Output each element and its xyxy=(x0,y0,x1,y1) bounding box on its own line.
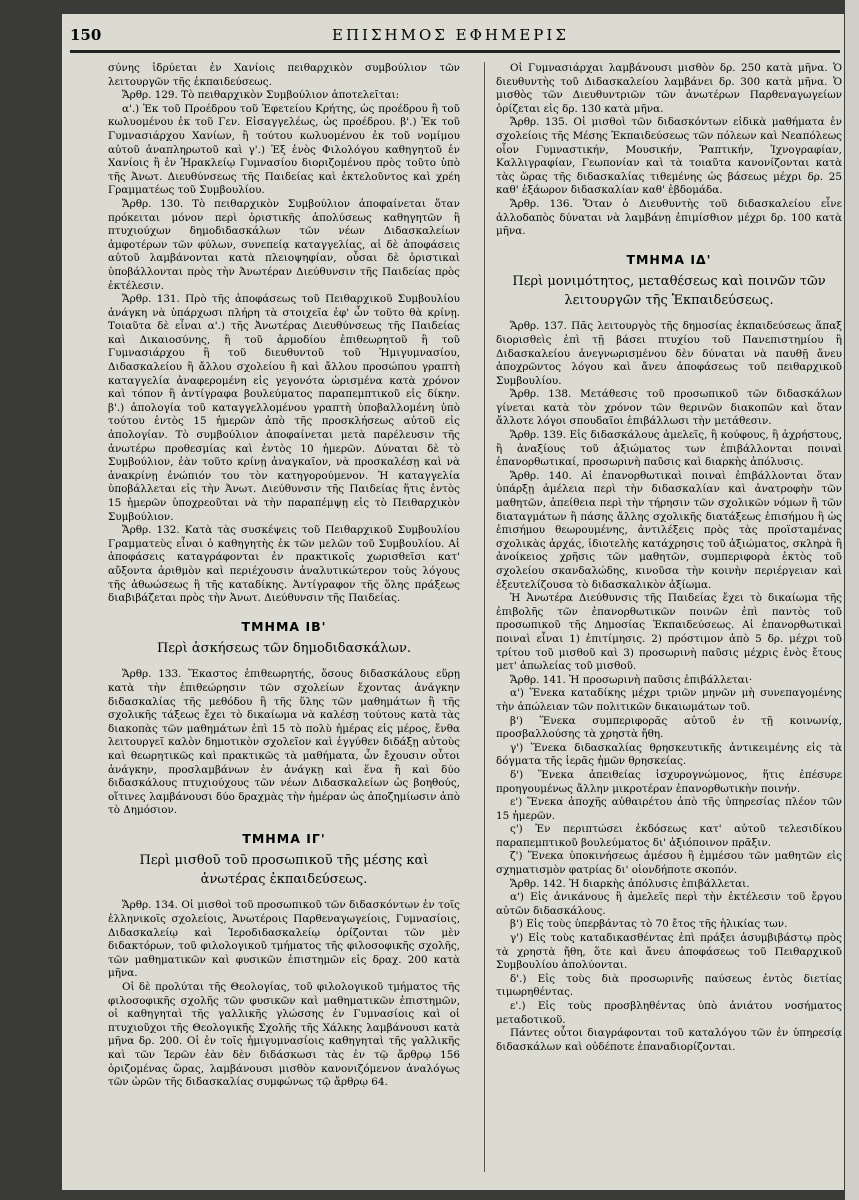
page-edge xyxy=(845,0,859,1200)
paragraph: α'.) Ἐκ τοῦ Προέδρου τοῦ Ἐφετείου Κρήτης, ὡς προέδρου ἢ τοῦ κωλυομένου ἐκ τοῦ Γεν. Εἰσαγγελέως, ὡς προέδρου. β'.) Ἐκ τοῦ Γυμνασιάρχου Χανίων, ἢ τούτου κωλυομένου ἐκ τοῦ νομίμου αὐτοῦ ἀναπληρωτοῦ καὶ γ'.) Ἐξ ἑνὸς Φιλολόγου καθηγητοῦ ἐν Χανίοις ἢ ἐν Ἡρακλείῳ Γυμνασίου διοριζομένου πρὸς τοῦτο ὑπὸ τῆς Ἀνωτ. Διευθύνσεως τῆς Παιδείας καὶ ἐκτελοῦντος καὶ χρέη Γραμματέως τοῦ Συμβουλίου. xyxy=(108,102,460,197)
paragraph: ε'.) Εἰς τοὺς προσβληθέντας ὑπὸ ἀνιάτου νοσήματος μεταδοτικοῦ. xyxy=(496,1000,842,1026)
paragraph: ζ') Ἕνεκα ὑποκινήσεως ἀμέσου ἢ ἐμμέσου τῶν μαθητῶν εἰς σχηματισμὸν φατρίας δι' οἱονδήποτε σκοπόν. xyxy=(496,850,842,877)
paragraph: α') Εἰς ἀνικάνους ἢ ἀμελεῖς περὶ τὴν ἐκτέλεσιν τοῦ ἔργου αὐτῶν διδασκάλους. xyxy=(496,891,842,917)
page-header xyxy=(70,22,840,52)
paragraph: Ἄρθρ. 132. Κατὰ τὰς συσκέψεις τοῦ Πειθαρχικοῦ Συμβουλίου Γραμματεὺς εἶναι ὁ καθηγητὴς ἐκ τῶν μελῶν τοῦ Συμβουλίου. Αἱ ἀποφάσεις καταγράφονται ἐν πρακτικοῖς χωρισθεῖσι κατ' αὔξοντα ἀριθμὸν καὶ περιέχουσιν ἀναλυτικώτερον τοὺς λόγους τῆς ἀθωώσεως ἢ τῆς καταδίκης. Ἀντίγραφον τῆς ὅλης πράξεως διαβιβάζεται πρὸς τὴν Ἀνωτ. Διεύθυνσιν τῆς Παιδείας. xyxy=(108,524,460,605)
paragraph: γ') Ἕνεκα διδασκαλίας θρησκευτικῆς ἀντικειμένης εἰς τὰ δόγματα τῆς ἱερᾶς ἡμῶν θρησκείας. xyxy=(496,741,842,768)
paragraph: ε') Ἕνεκα ἀποχῆς αὐθαιρέτου ἀπὸ τῆς ὑπηρεσίας πλέον τῶν 15 ἡμερῶν. xyxy=(496,796,842,822)
section-heading: ΤΜΗΜΑ ΙΒ' xyxy=(241,618,327,634)
section-heading: ΤΜΗΜΑ ΙΓ' xyxy=(242,830,326,846)
paragraph: γ') Εἰς τοὺς καταδικασθέντας ἐπὶ πράξει ἀσυμβιβάστῳ πρὸς τὰ χρηστὰ ἤθη, ὅτε καὶ ἄνευ ἀποφάσεως τοῦ Πειθαρχικοῦ Συμβουλίου ἀπολύονται. xyxy=(496,932,842,972)
newspaper-title: ΕΠΙΣΗΜΟΣ ΕΦΗΜΕΡΙΣ xyxy=(332,26,569,44)
paragraph: δ') Ἕνεκα ἀπειθείας ἰσχυρογνώμονος, ἥτις ἐπέσυρε προηγουμένως ἄλλην μικροτέραν ἐπανορθωτικὴν ποινήν. xyxy=(496,768,842,795)
section-subtitle: Περὶ ἀσκήσεως τῶν δημοδιδασκάλων. xyxy=(156,641,412,657)
right-column xyxy=(496,62,842,1182)
paragraph: Ἄρθρ. 131. Πρὸ τῆς ἀποφάσεως τοῦ Πειθαρχικοῦ Συμβουλίου ἀνάγκη νὰ ὑπάρχωσι πλήρη τὰ στοιχεῖα ἐφ' ὧν τοῦτο θὰ κρίνῃ. Τοιαῦτα δὲ εἶναι α'.) τῆς Ἀνωτέρας Διευθύνσεως τῆς Παιδείας καὶ Δικαιοσύνης, ἢ τοῦ ἁρμοδίου ἐπιθεωρητοῦ ἢ τοῦ Γυμνασιάρχου ἢ τοῦ διευθυντοῦ τοῦ Ἡμιγυμνασίου, Διδασκαλείου ἢ ἄλλου σχολείου ἢ καὶ ἄλλου προσώπου γραπτὴ καταγγελία ἀναφερομένη εἰς γεγονότα ὡρισμένα κατὰ χρόνον καὶ τόπον ἢ ἀντίγραφα βουλεύματος παραπεμπτικοῦ εἰς δίκην. β'.) ἀπολογία τοῦ καταγγελλομένου γραπτὴ ὑποβαλλομένη ὑπὸ τούτου ἐντὸς 15 ἡμερῶν ἀπὸ τῆς προσκλήσεως αὐτοῦ εἰς ἀπολογίαν. Τὸ συμβούλιον ἀποφαίνεται μετὰ παρέλευσιν τῆς ἀνωτέρω προθεσμίας καὶ ἐντὸς 10 ἡμερῶν. Δύναται δὲ τὸ Συμβούλιον, ἐὰν τοῦτο κρίνῃ ἀναγκαῖον, νὰ προσκαλέσῃ καὶ νὰ ἀνακρίνῃ ἐνώπιόν του τὸν κατηγορούμενον. Ἡ καταγγελία ὑποβάλλεται εἰς τὴν Ἀνωτ. Διεύθυνσιν τῆς Παιδείας ἥτις ἐντὸς 15 ἡμερῶν ὑποχρεοῦται νὰ τὴν παραπέμψῃ εἰς τὸ Πειθαρχικὸν Συμβούλιον. xyxy=(108,293,460,523)
section-subtitle: Περὶ μισθοῦ τοῦ προσωπικοῦ τῆς μέσης καὶ ἀνωτέρας ἐκπαιδεύσεως. xyxy=(139,853,429,888)
header-rule xyxy=(70,50,840,53)
paragraph: Ἄρθρ. 136. Ὅταν ὁ Διευθυντὴς τοῦ διδασκαλείου εἶνε ἀλλοδαπὸς δύναται νὰ λαμβάνῃ ἐπιμίσθιον μέχρι δρ. 100 κατὰ μῆνα. xyxy=(496,197,842,238)
paragraph: Ἄρθρ. 139. Εἰς διδασκάλους ἀμελεῖς, ἢ κούφους, ἢ ἀχρήστους, ἢ ἀναξίους τοῦ ἀξιώματος των ἐπιβάλλονται ποιναὶ ἐπανορθωτικαί, προσωρινὴ παῦσις καὶ διαρκὴς ἀπόλυσις. xyxy=(496,429,842,469)
paragraph: ς') Ἐν περιπτώσει ἐκδόσεως κατ' αὐτοῦ τελεσιδίκου παραπεμπτικοῦ βουλεύματος δι' ἀξιόποινον πρᾶξιν. xyxy=(496,823,842,849)
paragraph: Ἄρθρ. 135. Οἱ μισθοὶ τῶν διδασκόντων εἰδικὰ μαθήματα ἐν σχολείοις τῆς Μέσης Ἐκπαιδεύσεως τῶν πόλεων καὶ Νεαπόλεως οἷον Γυμναστικήν, Μουσικήν, Ῥαπτικήν, Ἰχνογραφίαν, Καλλιγραφίαν, Γεωπονίαν καὶ τὰ τοιαῦτα κανονίζονται κατὰ τὰς ὥρας τῆς διδασκαλίας τιθεμένης ὡς βάσεως μέχρι δρ. 25 καθ' ἑξάωρον διδασκαλίαν καθ' ἑβδομάδα. xyxy=(496,116,842,197)
paragraph: Ἡ Ἀνωτέρα Διεύθυνσις τῆς Παιδείας ἔχει τὸ δικαίωμα τῆς ἐπιβολῆς τῶν ἐπανορθωτικῶν ποινῶν ἐπὶ παντὸς τοῦ προσωπικοῦ τῆς Δημοσίας Ἐκπαιδεύσεως. Αἱ ἐπανορθωτικαὶ ποιναὶ εἶναι 1) ἐπιτίμησις. 2) πρόστιμον ἀπὸ 5 δρ. μέχρι τοῦ τρίτου τοῦ μισθοῦ καὶ 3) προσωρινὴ παῦσις μέχρις ἑνὸς ἔτους μετ' ἀπωλείας τοῦ μισθοῦ. xyxy=(496,592,842,673)
page-number: 150 xyxy=(70,26,102,44)
section-heading: ΤΜΗΜΑ ΙΔ' xyxy=(626,251,712,267)
paragraph: δ'.) Εἰς τοὺς διὰ προσωρινῆς παύσεως ἐντὸς διετίας τιμωρηθέντας. xyxy=(496,972,842,999)
paragraph: β') Ἕνεκα συμπεριφορᾶς αὐτοῦ ἐν τῇ κοινωνίᾳ, προσβαλλούσης τὰ χρηστὰ ἤθη. xyxy=(496,714,842,741)
paragraph: β') Εἰς τοὺς ὑπερβάντας τὸ 70 ἔτος τῆς ἡλικίας των. xyxy=(510,918,788,931)
paragraph: Ἄρθρ. 130. Τὸ πειθαρχικὸν Συμβούλιον ἀποφαίνεται ὅταν πρόκειται μόνον περὶ ὁριστικῆς ἀπολύσεως καθηγητῶν ἢ πτυχιούχων δημοδιδασκάλων τῶν νέων Διδασκαλείων ἀμφοτέρων τῶν φύλων, συνεπείᾳ καταγγελίας, αἱ δὲ ἀποφάσεις αὐτοῦ λαμβάνονται κατὰ πλειοψηφίαν, οὖσαι δὲ ὁριστικαὶ ὑποβάλλονται πρὸς τὴν Ἀνωτέραν Διεύθυνσιν τῆς Παιδείας πρὸς ἐκτέλεσιν. xyxy=(108,197,460,292)
paragraph: Ἄρθρ. 138. Μετάθεσις τοῦ προσωπικοῦ τῶν διδασκάλων γίνεται κατὰ τὸν χρόνον τῶν θερινῶν διακοπῶν καὶ ὅταν ἄλλοτε λόγοι σπουδαῖοι ἐπιβάλλωσι τὴν μετάθεσιν. xyxy=(496,388,842,428)
column-divider xyxy=(484,62,485,1172)
left-column xyxy=(108,62,460,1182)
paragraph: σύνης ἱδρύεται ἐν Χανίοις πειθαρχικὸν συμβούλιον τῶν λειτουργῶν τῆς ἐκπαιδεύσεως. xyxy=(108,62,460,88)
section-subtitle: Περὶ μονιμότητος, μεταθέσεως καὶ ποινῶν τῶν λειτουργῶν τῆς Ἐκπαιδεύσεως. xyxy=(512,274,826,309)
paragraph: Ἄρθρ. 141. Ἡ προσωρινὴ παῦσις ἐπιβάλλεται· xyxy=(510,673,753,686)
paragraph: Ἄρθρ. 134. Οἱ μισθοὶ τοῦ προσωπικοῦ τῶν διδασκόντων ἐν τοῖς ἑλληνικοῖς σχολείοις, Ἀνωτέροις Παρθεναγωγείοις, Γυμνασίοις, Διδασκαλείῳ καὶ Ἱεροδιδασκαλείῳ ὁρίζονται τῶν μὲν διδακτόρων, τοῦ φιλολογικοῦ τμήματος τῆς φιλοσοφικῆς σχολῆς, τῶν μαθηματικῶν καὶ φυσικῶν ἐπιστημῶν εἰς δραχ. 200 κατὰ μῆνα. xyxy=(108,899,460,980)
paragraph: α') Ἕνεκα καταδίκης μέχρι τριῶν μηνῶν μὴ συνεπαγομένης τὴν ἀπώλειαν τῶν πολιτικῶν δικαιωμάτων τοῦ. xyxy=(496,687,842,713)
paragraph: Οἱ Γυμνασιάρχαι λαμβάνουσι μισθὸν δρ. 250 κατὰ μῆνα. Ὁ διευθυντὴς τοῦ Διδασκαλείου λαμβάνει δρ. 300 κατὰ μῆνα. Ὁ μισθὸς τῶν Διευθυντριῶν τῶν ἀνωτέρων Παρθεναγωγείων ὁρίζεται εἰς δρ. 130 κατὰ μῆνα. xyxy=(496,62,842,115)
paragraph: Ἄρθρ. 133. Ἕκαστος ἐπιθεωρητής, ὅσους διδασκάλους εὕρῃ κατὰ τὴν ἐπιθεώρησιν τῶν σχολείων ἔχοντας ἀνάγκην διδασκαλίας τῆς μεθόδου ἢ τῆς ὕλης τῶν μαθημάτων ἢ τῆς σχολικῆς τάξεως ἔχει τὸ δικαίωμα νὰ καλέσῃ τούτους κατὰ τὰς διακοπὰς τῶν μαθημάτων ἐπὶ 15 τὸ πολὺ ἡμέρας εἰς μέρος, ἔνθα λειτουργεῖ καλὸν δημοτικὸν σχολεῖον καὶ ἐγγύθεν διδάξῃ αὐτοὺς καὶ θεωρητικῶς καὶ πρακτικῶς τὰ μαθήματα, ὧν ἔχουσιν οὗτοι ἀνάγκην, προσλαμβάνων ἐν ἀνάγκῃ καὶ ἕνα ἢ καὶ δύο διδασκάλους πτυχιούχους τῶν νέων Διδασκαλείων ὡς βοηθούς, οἵτινες λαμβάνουσι δύο δραχμὰς τὴν ἡμέραν ὡς ἀποζημίωσιν ἀπὸ τὸ Δημόσιον. xyxy=(108,668,460,817)
paragraph: Πάντες οὗτοι διαγράφονται τοῦ καταλόγου τῶν ἐν ὑπηρεσίᾳ διδασκάλων καὶ οὐδέποτε ἐπαναδιορίζονται. xyxy=(496,1027,842,1053)
paragraph: Ἄρθρ. 137. Πᾶς λειτουργὸς τῆς δημοσίας ἐκπαιδεύσεως ἅπαξ διορισθεὶς ἐπὶ τῇ βάσει πτυχίου τοῦ Πανεπιστημίου ἢ Διδασκαλείου ἀνεγνωρισμένου δὲν δύναται νὰ παυθῇ ἄνευ ἀποχρῶντος λόγου καὶ ἄνευ ἀποφάσεως τοῦ πειθαρχικοῦ Συμβουλίου. xyxy=(496,320,842,387)
paragraph: Ἄρθρ. 142. Ἡ διαρκὴς ἀπόλυσις ἐπιβάλλεται. xyxy=(510,877,750,890)
paragraph: Ἄρθρ. 140. Αἱ ἐπανορθωτικαὶ ποιναὶ ἐπιβάλλονται ὅταν ὑπάρξῃ ἀμέλεια περὶ τὴν διδασκαλίαν καὶ ἀνατροφὴν τῶν μαθητῶν, ἀπείθεια περὶ τὴν τήρησιν τῶν σχολικῶν νόμων ἢ τῶν διαταγμάτων ἢ πάσης ἄλλης σχολικῆς διατάξεως ἐπισήμου ἢ ὡς ἐπισήμου θεωρουμένης, ἀντιλέξεις πρὸς τὰς προϊσταμένας σχολικὰς ἀρχάς, ἰδιοτελὴς κατάχρησις τοῦ ἀξιώματος, σκληρὰ ἢ ἀνοίκειος χρῆσις τῶν μαθητῶν, συμπεριφορὰ ἐκτὸς τοῦ σχολείου σκανδαλώδης, κινοῦσα τὴν κοινὴν περιέργειαν καὶ ἐξευτελίζουσα τὸ διδασκαλικὸν ἀξίωμα. xyxy=(496,469,842,591)
paragraph: Ἄρθρ. 129. Τὸ πειθαρχικὸν Συμβούλιον ἀποτελεῖται: xyxy=(122,89,400,102)
paragraph: Οἱ δὲ προλύται τῆς Θεολογίας, τοῦ φιλολογικοῦ τμήματος τῆς φιλοσοφικῆς σχολῆς τῶν φυσικῶν καὶ μαθηματικῶν ἐπιστημῶν, οἱ καθηγηταὶ τῆς γαλλικῆς γλώσσης ἐν Γυμνασίοις καὶ οἱ πτυχιοῦχοι τῆς Θεολογικῆς Σχολῆς τῆς Χάλκης λαμβάνουσι κατὰ μῆνα δρ. 200. Οἱ ἐν τοῖς ἡμιγυμνασίοις καθηγηταὶ τῆς γαλλικῆς καὶ τῶν Ἱερῶν ἐὰν δὲν διδάσκωσι τὰς ἐν τῷ ἄρθρῳ 156 ὁριζομένας ὥρας, λαμβάνουσι μισθὸν κανονιζόμενον ἀναλόγως τῶν ὡρῶν τῆς διδασκαλίας συμφώνως τῷ ἄρθρῳ 64. xyxy=(108,981,460,1089)
